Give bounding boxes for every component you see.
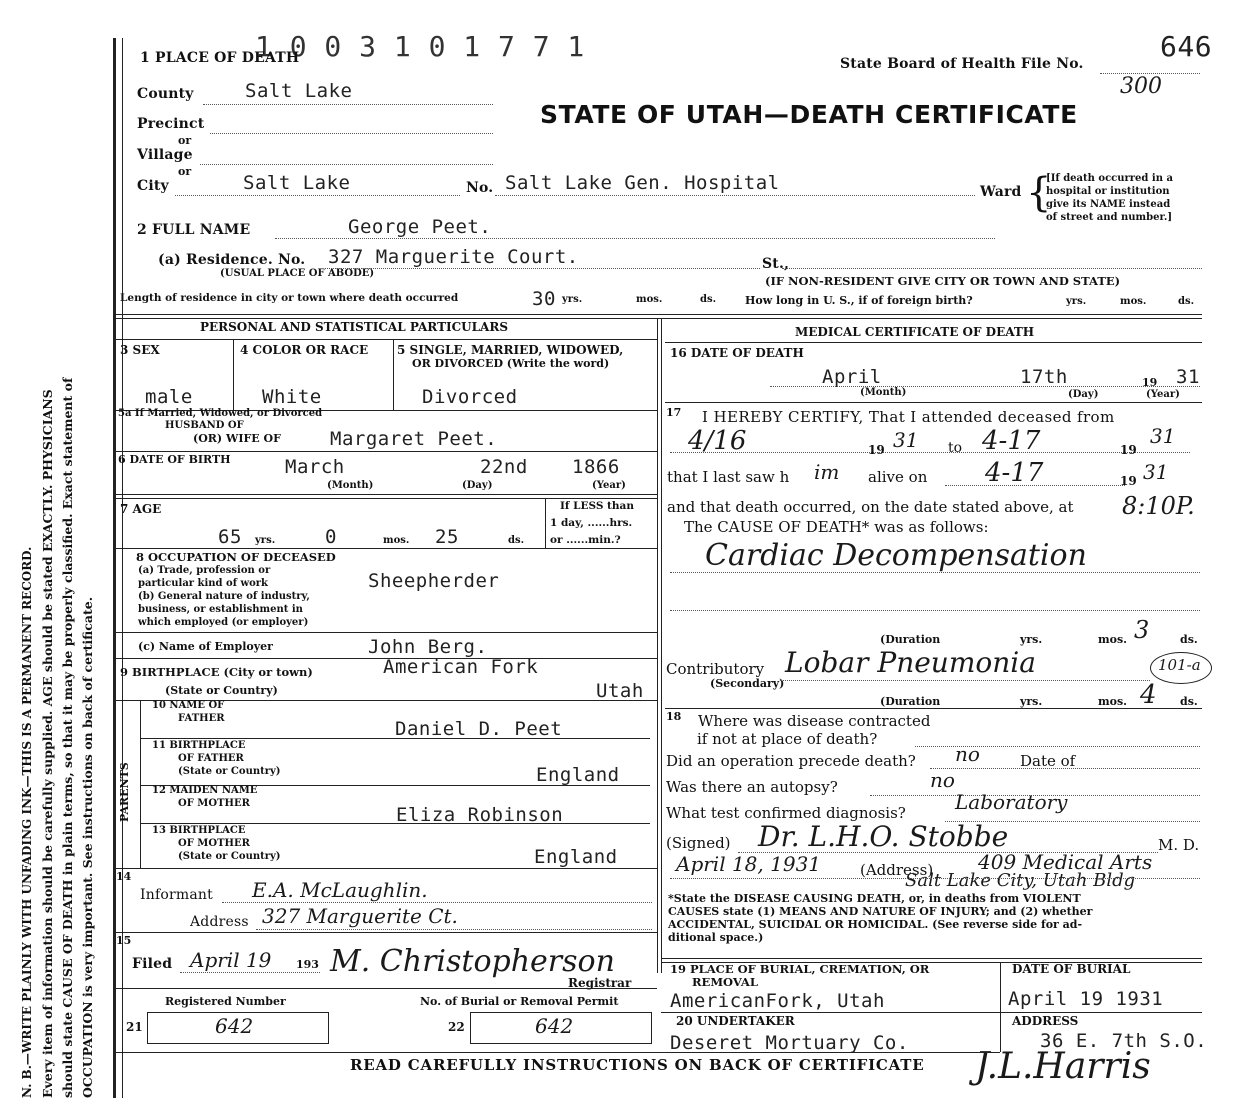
length-residence-label: Length of residence in city or town where death occurred: [120, 292, 459, 304]
dob-month: March: [285, 456, 345, 478]
mother-birthplace-label: 13 BIRTHPLACE: [152, 825, 246, 836]
contributory-duration: 4: [1140, 680, 1157, 710]
registered-number: 642: [215, 1014, 254, 1038]
sex-label: 3 SEX: [120, 343, 160, 357]
death-year: 31: [1176, 366, 1200, 388]
foreign-birth-label: How long in U. S., if of foreign birth?: [745, 294, 973, 307]
cause-footnote: *State the DISEASE CAUSING DEATH, or, in deaths from VIOLENT CAUSES state (1) MEANS AND NATURE OF INJURY; and (2) whether ACCIDENTAL, SUICIDAL OR HOMICIDAL. (See reverse side for ad- ditional space.): [668, 892, 1093, 944]
mother-birthplace: England: [534, 846, 618, 868]
contributory-label: Contributory: [666, 660, 765, 678]
registrar-label: Registrar: [568, 976, 632, 990]
birthplace-city: American Fork: [383, 656, 539, 678]
marital-label: 5 SINGLE, MARRIED, WIDOWED,: [397, 343, 624, 357]
hospital-note: [If death occurred in a hospital or institution give its NAME instead of street and number.]: [1046, 173, 1173, 223]
certificate-title: STATE OF UTAH—DEATH CERTIFICATE: [540, 100, 1078, 129]
footer-instructions: READ CAREFULLY INSTRUCTIONS ON BACK OF CERTIFICATE: [350, 1056, 925, 1074]
physician-address-1: 409 Medical Arts: [978, 850, 1153, 874]
undertaker-value: Deseret Mortuary Co.: [670, 1032, 909, 1054]
signed-date: April 18, 1931: [676, 852, 822, 876]
full-name-value: George Peet.: [348, 216, 492, 238]
physician-address-2: Salt Lake City, Utah Bldg: [905, 870, 1136, 891]
full-name-label: 2 FULL NAME: [137, 222, 251, 238]
occupation-label: 8 OCCUPATION OF DECEASED: [136, 550, 336, 564]
last-saw-text: that I last saw h: [667, 468, 790, 486]
ward-label: Ward: [980, 184, 1022, 200]
margin-line-2: Every item of information should be carefully supplied. AGE should be stated EXACTLY. PHYSICIANS: [40, 389, 55, 1098]
place-of-death-heading: 1 PLACE OF DEATH: [140, 50, 300, 66]
test-label: What test confirmed diagnosis?: [666, 804, 906, 822]
city-label: City: [137, 178, 169, 194]
informant-address-label: Address: [190, 914, 249, 930]
margin-line-1: N. B.—WRITE PLAINLY WITH UNFADING INK—THIS IS A PERMANENT RECORD.: [20, 546, 34, 1098]
spouse-label: 5a If Married, Widowed, or Divorced: [118, 408, 323, 419]
street-number-label: No.: [466, 180, 494, 196]
length-residence-value: 30: [532, 288, 556, 310]
street-label: St.,: [762, 256, 790, 272]
filed-date: April 19: [190, 948, 272, 972]
undertaker-address-label: ADDRESS: [1012, 1014, 1079, 1028]
informant-label: Informant: [140, 887, 213, 903]
or-label-2: or: [178, 165, 192, 178]
burial-place-label: 19 PLACE OF BURIAL, CREMATION, OR: [670, 962, 930, 976]
burial-permit-label: No. of Burial or Removal Permit: [420, 995, 619, 1008]
signed-label: (Signed): [666, 834, 731, 852]
color-label: 4 COLOR OR RACE: [240, 343, 369, 357]
marital-value: Divorced: [422, 386, 518, 408]
employer-label: (c) Name of Employer: [138, 640, 273, 653]
death-day: 17th: [1020, 366, 1068, 388]
occupation-value: Sheepherder: [368, 570, 500, 592]
attended-from: 4/16: [688, 426, 747, 456]
filed-label: Filed: [132, 956, 173, 972]
test-value: Laboratory: [955, 790, 1068, 814]
autopsy-label: Was there an autopsy?: [666, 778, 838, 796]
hospital-value: Salt Lake Gen. Hospital: [505, 172, 780, 194]
age-label: 7 AGE: [120, 502, 162, 516]
county-value: Salt Lake: [245, 80, 353, 102]
contributory-code: 101-a: [1158, 656, 1201, 674]
father-name-label: 10 NAME OF: [152, 700, 225, 711]
medical-heading: MEDICAL CERTIFICATE OF DEATH: [795, 325, 1035, 339]
undertaker-signature: J.L.Harris: [975, 1046, 1151, 1087]
father-birthplace-label: 11 BIRTHPLACE: [152, 740, 246, 751]
parents-label: PARENTS: [118, 762, 131, 822]
date-of-death-label: 16 DATE OF DEATH: [670, 346, 804, 360]
mother-name-label: 12 MAIDEN NAME: [152, 785, 258, 796]
age-days: 25: [435, 526, 459, 548]
registrar-signature: M. Christopherson: [330, 944, 615, 979]
burial-place: AmericanFork, Utah: [670, 990, 885, 1012]
file-number-sub: 300: [1120, 74, 1162, 99]
precinct-label: Precinct: [137, 116, 205, 132]
burial-date: April 19 1931: [1008, 988, 1164, 1010]
file-number: 646: [1160, 30, 1213, 63]
or-label-1: or: [178, 134, 192, 147]
cause-text: The CAUSE OF DEATH* was as follows:: [684, 518, 989, 536]
age-months: 0: [325, 526, 337, 548]
undertaker-label: 20 UNDERTAKER: [676, 1014, 795, 1028]
informant-address: 327 Marguerite Ct.: [262, 904, 458, 928]
residence-label: (a) Residence. No.: [158, 252, 306, 268]
father-name: Daniel D. Peet: [395, 718, 563, 740]
color-value: White: [262, 386, 322, 408]
stamp-number: 1 0 0 3 1 0 1 7 7 1: [255, 30, 585, 63]
burial-date-label: DATE OF BURIAL: [1012, 962, 1131, 976]
autopsy-value: no: [930, 768, 955, 792]
dob-label: 6 DATE OF BIRTH: [118, 453, 231, 466]
certify-text: I HEREBY CERTIFY, That I attended deceased from: [702, 408, 1115, 426]
personal-heading: PERSONAL AND STATISTICAL PARTICULARS: [200, 320, 509, 334]
employer-value: John Berg.: [368, 636, 488, 658]
disease-contracted-label: Where was disease contracted: [698, 712, 931, 730]
margin-line-3: should state CAUSE OF DEATH in plain terms, so that it may be properly classified. Exact statement of: [60, 377, 75, 1098]
village-label: Village: [137, 147, 193, 163]
cause-duration: 3: [1134, 616, 1150, 644]
age-years: 65: [218, 526, 242, 548]
spouse-value: Margaret Peet.: [330, 428, 498, 450]
physician-signature: Dr. L.H.O. Stobbe: [758, 820, 1009, 853]
time-of-death: 8:10P.: [1122, 492, 1195, 520]
registered-number-label: Registered Number: [165, 995, 286, 1008]
attended-to: 4-17: [982, 426, 1041, 456]
operation-value: no: [955, 742, 980, 766]
informant-value: E.A. McLaughlin.: [252, 878, 428, 902]
residence-sub-label: (USUAL PLACE OF ABODE): [220, 268, 375, 279]
operation-label: Did an operation precede death?: [666, 752, 916, 770]
last-saw-alive-date: 4-17: [985, 458, 1044, 488]
death-month: April: [822, 366, 882, 388]
city-value: Salt Lake: [243, 172, 351, 194]
county-label: County: [137, 86, 194, 102]
residence-value: 327 Marguerite Court.: [328, 246, 579, 268]
sex-value: male: [145, 386, 193, 408]
father-birthplace: England: [536, 764, 620, 786]
file-number-label: State Board of Health File No.: [840, 56, 1084, 72]
burial-permit-number: 642: [535, 1014, 574, 1038]
dob-day: 22nd: [480, 456, 528, 478]
birthplace-label: 9 BIRTHPLACE (City or town): [120, 665, 313, 679]
non-resident-label: (IF NON-RESIDENT GIVE CITY OR TOWN AND STATE): [765, 274, 1121, 288]
dob-year: 1866: [572, 456, 620, 478]
death-occurred-text: and that death occurred, on the date stated above, at: [667, 498, 1074, 516]
undertaker-address: 36 E. 7th S.O.: [1040, 1030, 1208, 1052]
cause-of-death: Cardiac Decompensation: [705, 538, 1087, 573]
contributory-cause: Lobar Pneumonia: [785, 646, 1036, 679]
birthplace-state: Utah: [596, 680, 644, 702]
mother-name: Eliza Robinson: [396, 804, 564, 826]
margin-line-4: OCCUPATION is very important. See instructions on back of certificate.: [80, 596, 95, 1098]
